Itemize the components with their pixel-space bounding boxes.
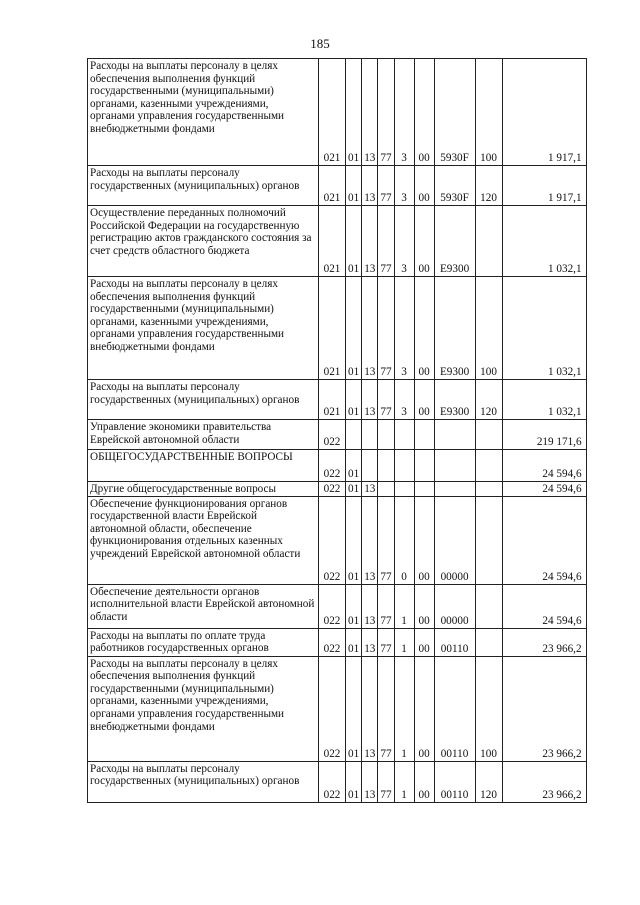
cell-rz: 01 <box>346 277 362 380</box>
page-number: 185 <box>310 36 330 51</box>
cell-c3: 00 <box>414 496 434 584</box>
cell-c1: 77 <box>378 656 394 761</box>
row-name: Расходы на выплаты персоналу государственных (муниципальных) органов <box>88 761 319 802</box>
cell-sum: 1 032,1 <box>502 206 586 277</box>
budget-table <box>87 58 587 803</box>
cell-c4: 5930F <box>434 59 475 166</box>
cell-ved: 022 <box>319 656 346 761</box>
cell-vr: 100 <box>475 277 502 380</box>
cell-c3: 00 <box>414 59 434 166</box>
cell-rz: 01 <box>346 59 362 166</box>
cell-rz <box>346 420 362 450</box>
cell-c2 <box>394 450 414 482</box>
cell-c3: 00 <box>414 277 434 380</box>
cell-pr <box>362 420 378 450</box>
row-name: ОБЩЕГОСУДАРСТВЕННЫЕ ВОПРОСЫ <box>88 450 319 482</box>
cell-c2 <box>394 482 414 497</box>
cell-pr: 13 <box>362 166 378 206</box>
cell-pr <box>362 450 378 482</box>
cell-vr <box>475 450 502 482</box>
cell-c3 <box>414 420 434 450</box>
cell-c4 <box>434 482 475 497</box>
cell-ved: 021 <box>319 166 346 206</box>
cell-vr <box>475 628 502 656</box>
cell-ved: 022 <box>319 584 346 628</box>
cell-rz: 01 <box>346 206 362 277</box>
cell-pr: 13 <box>362 380 378 420</box>
cell-sum: 23 966,2 <box>502 656 586 761</box>
row-name: Управление экономики правительства Еврейской автономной области <box>88 420 319 450</box>
cell-vr <box>475 482 502 497</box>
cell-c2: 1 <box>394 656 414 761</box>
cell-c4: E9300 <box>434 380 475 420</box>
row-name: Обеспечение функционирования органов государственной власти Еврейской автономной области, обеспечение функционирования отдельных казенных учреждений Еврейской автономной области <box>88 496 319 584</box>
cell-vr: 120 <box>475 380 502 420</box>
cell-vr <box>475 206 502 277</box>
cell-sum: 24 594,6 <box>502 584 586 628</box>
cell-sum: 23 966,2 <box>502 761 586 802</box>
cell-sum: 1 917,1 <box>502 59 586 166</box>
cell-c1: 77 <box>378 761 394 802</box>
cell-pr: 13 <box>362 496 378 584</box>
cell-c1: 77 <box>378 277 394 380</box>
table-row <box>88 496 587 584</box>
cell-vr <box>475 496 502 584</box>
cell-sum: 24 594,6 <box>502 496 586 584</box>
table-row <box>88 59 587 166</box>
cell-c4: E9300 <box>434 277 475 380</box>
cell-c1 <box>378 450 394 482</box>
cell-c4: 5930F <box>434 166 475 206</box>
cell-pr: 13 <box>362 656 378 761</box>
cell-c1: 77 <box>378 380 394 420</box>
cell-vr <box>475 420 502 450</box>
cell-vr: 100 <box>475 59 502 166</box>
cell-vr: 100 <box>475 656 502 761</box>
cell-c3: 00 <box>414 206 434 277</box>
cell-c3 <box>414 450 434 482</box>
cell-pr: 13 <box>362 277 378 380</box>
cell-rz: 01 <box>346 482 362 497</box>
cell-c2: 3 <box>394 59 414 166</box>
cell-vr: 120 <box>475 761 502 802</box>
cell-pr: 13 <box>362 761 378 802</box>
cell-rz: 01 <box>346 656 362 761</box>
cell-c2: 1 <box>394 628 414 656</box>
cell-c3: 00 <box>414 380 434 420</box>
cell-c4: 00000 <box>434 496 475 584</box>
cell-c1: 77 <box>378 628 394 656</box>
cell-ved: 022 <box>319 496 346 584</box>
cell-pr: 13 <box>362 628 378 656</box>
row-name: Расходы на выплаты персоналу государственных (муниципальных) органов <box>88 380 319 420</box>
row-name: Расходы на выплаты персоналу в целях обеспечения выполнения функций государственными (муниципальными) органами, казенными учреждениями, органами управления государственными внебюджетными фондами <box>88 277 319 380</box>
table-row <box>88 380 587 420</box>
cell-c3: 00 <box>414 656 434 761</box>
cell-c2: 3 <box>394 277 414 380</box>
cell-sum: 23 966,2 <box>502 628 586 656</box>
row-name: Осуществление переданных полномочий Российской Федерации на государственную регистрацию актов гражданского состояния за счет средств областного бюджета <box>88 206 319 277</box>
cell-c4 <box>434 450 475 482</box>
cell-ved: 021 <box>319 277 346 380</box>
cell-c3: 00 <box>414 761 434 802</box>
cell-c2 <box>394 420 414 450</box>
cell-ved: 022 <box>319 761 346 802</box>
cell-c4: 00110 <box>434 656 475 761</box>
cell-c2: 3 <box>394 166 414 206</box>
cell-vr: 120 <box>475 166 502 206</box>
cell-pr: 13 <box>362 206 378 277</box>
table-row <box>88 166 587 206</box>
cell-c2: 1 <box>394 761 414 802</box>
cell-c1: 77 <box>378 584 394 628</box>
cell-vr <box>475 584 502 628</box>
cell-c3: 00 <box>414 628 434 656</box>
cell-sum: 1 032,1 <box>502 277 586 380</box>
cell-sum: 1 917,1 <box>502 166 586 206</box>
cell-ved: 022 <box>319 628 346 656</box>
row-name: Расходы на выплаты персоналу в целях обеспечения выполнения функций государственными (муниципальными) органами, казенными учреждениями, органами управления государственными внебюджетными фондами <box>88 59 319 166</box>
cell-pr: 13 <box>362 59 378 166</box>
cell-sum: 24 594,6 <box>502 450 586 482</box>
cell-c2: 1 <box>394 584 414 628</box>
cell-c1 <box>378 482 394 497</box>
row-name: Другие общегосударственные вопросы <box>88 482 319 497</box>
cell-c4: 00000 <box>434 584 475 628</box>
cell-c4: E9300 <box>434 206 475 277</box>
cell-ved: 022 <box>319 482 346 497</box>
cell-rz: 01 <box>346 584 362 628</box>
cell-rz: 01 <box>346 628 362 656</box>
cell-ved: 021 <box>319 206 346 277</box>
table-row <box>88 420 587 450</box>
cell-c4 <box>434 420 475 450</box>
cell-c3: 00 <box>414 584 434 628</box>
cell-sum: 219 171,6 <box>502 420 586 450</box>
cell-c1: 77 <box>378 166 394 206</box>
cell-c2: 0 <box>394 496 414 584</box>
cell-ved: 021 <box>319 59 346 166</box>
cell-c3 <box>414 482 434 497</box>
cell-rz: 01 <box>346 496 362 584</box>
table-row <box>88 761 587 802</box>
cell-pr: 13 <box>362 584 378 628</box>
cell-c1: 77 <box>378 496 394 584</box>
cell-ved: 021 <box>319 380 346 420</box>
cell-c2: 3 <box>394 206 414 277</box>
cell-rz: 01 <box>346 166 362 206</box>
table-row <box>88 277 587 380</box>
cell-sum: 1 032,1 <box>502 380 586 420</box>
cell-sum: 24 594,6 <box>502 482 586 497</box>
row-name: Обеспечение деятельности органов исполнительной власти Еврейской автономной области <box>88 584 319 628</box>
row-name: Расходы на выплаты персоналу государственных (муниципальных) органов <box>88 166 319 206</box>
row-name: Расходы на выплаты по оплате труда работников государственных органов <box>88 628 319 656</box>
cell-c1: 77 <box>378 206 394 277</box>
table-row <box>88 628 587 656</box>
cell-c1 <box>378 420 394 450</box>
cell-pr: 13 <box>362 482 378 497</box>
table-row <box>88 584 587 628</box>
cell-rz: 01 <box>346 380 362 420</box>
table-row <box>88 656 587 761</box>
table-row <box>88 482 587 497</box>
cell-c1: 77 <box>378 59 394 166</box>
cell-c3: 00 <box>414 166 434 206</box>
cell-c4: 00110 <box>434 761 475 802</box>
cell-ved: 022 <box>319 450 346 482</box>
cell-c2: 3 <box>394 380 414 420</box>
cell-c4: 00110 <box>434 628 475 656</box>
cell-ved: 022 <box>319 420 346 450</box>
cell-rz: 01 <box>346 761 362 802</box>
table-row <box>88 206 587 277</box>
table-row <box>88 450 587 482</box>
cell-rz: 01 <box>346 450 362 482</box>
row-name: Расходы на выплаты персоналу в целях обеспечения выполнения функций государственными (муниципальными) органами, казенными учреждениями, органами управления государственными внебюджетными фондами <box>88 656 319 761</box>
